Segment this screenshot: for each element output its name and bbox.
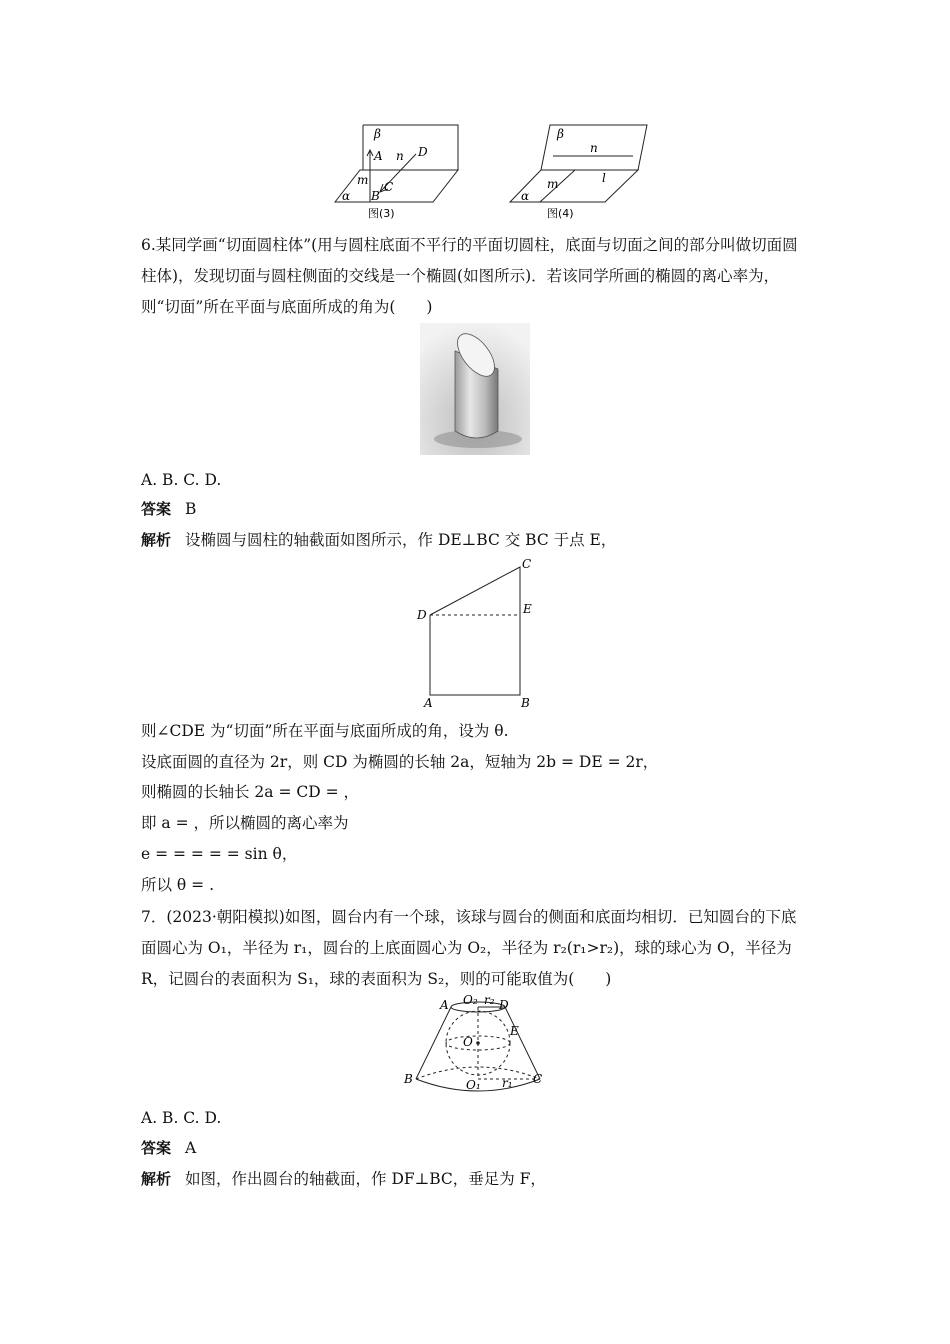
- q7-analysis-1: 如图，作出圆台的轴截面，作 DF⊥BC，垂足为 F，: [185, 1170, 546, 1188]
- q6-analysis-label: 解析: [141, 531, 172, 549]
- q6-stem: 6.某同学画“切面圆柱体”(用与圆柱底面不平行的平面切圆柱，底面与切面之间的部分叫做切面圆柱体)，发现切面与圆柱侧面的交线是一个椭圆(如图所示)．若该同学所画的椭圆的离心率为，则“切面”所在平面与底面所成的角为( ): [141, 236, 798, 316]
- diag7-o2-label: O₂: [463, 993, 478, 1007]
- q7-analysis-label: 解析: [141, 1170, 172, 1188]
- figure-3-planes: [330, 120, 465, 222]
- fig4-beta-label: β: [557, 127, 564, 141]
- diag7-d-label: D: [499, 998, 509, 1012]
- diag7-o-label: O: [463, 1035, 473, 1049]
- q6-analysis-1: 设椭圆与圆柱的轴截面如图所示，作 DE⊥BC 交 BC 于点 E，: [185, 531, 617, 549]
- q7-stem: 7．(2023·朝阳模拟)如图，圆台内有一个球，该球与圆台的侧面和底面均相切．已知圆台的下底面圆心为 O₁，半径为 r₁，圆台的上底面圆心为 O₂，半径为 r₂(r₁>r₂)，球的球心为 O，半径为 R，记圆台的表面积为 S₁，球的表面积为 S₂，则的可能取值为( ): [141, 908, 797, 988]
- fig3-a-label: A: [374, 149, 383, 163]
- fig3-b-label: B: [371, 189, 380, 203]
- diag7-r1-label: r₁: [502, 1076, 513, 1090]
- diag7-a-label: A: [440, 998, 449, 1012]
- diag7-r2-label: r₂: [484, 993, 495, 1007]
- q6-answer: B: [185, 500, 197, 518]
- fig4-l-label: l: [602, 171, 606, 185]
- fig3-beta-label: β: [374, 127, 381, 141]
- q7-answer-label: 答案: [141, 1139, 172, 1157]
- diag6-d-label: D: [417, 608, 427, 622]
- fig4-n-label: n: [590, 141, 598, 155]
- q6-line-2: 设底面圆的直径为 2r，则 CD 为椭圆的长轴 2a，短轴为 2b = DE = 2r，: [141, 753, 659, 771]
- frustum-sphere-diagram: [400, 993, 560, 1096]
- q6-line-1: 则∠CDE 为“切面”所在平面与底面所成的角，设为 θ.: [141, 722, 509, 740]
- fig4-alpha-label: α: [521, 189, 530, 203]
- fig4-caption: 图(4): [547, 207, 574, 220]
- fig3-alpha-label: α: [342, 189, 351, 203]
- fig3-c-label: C: [384, 180, 394, 194]
- q6-line-3: 则椭圆的长轴长 2a = CD = ，: [141, 783, 359, 801]
- fig3-n-label: n: [396, 149, 404, 163]
- diag6-e-label: E: [523, 602, 532, 616]
- diag6-a-label: A: [424, 696, 433, 710]
- diag7-o1-label: O₁: [466, 1078, 481, 1092]
- cut-cylinder-sketch: [420, 323, 530, 455]
- fig3-d-label: D: [418, 145, 428, 159]
- figure-4-planes: [505, 120, 650, 222]
- q6-line-6: 所以 θ = .: [141, 876, 215, 894]
- q7-options: A. B. C. D.: [141, 1109, 222, 1127]
- fig3-m-label: m: [357, 173, 369, 187]
- q6-answer-label: 答案: [141, 500, 172, 518]
- q6-options: A. B. C. D.: [141, 471, 222, 489]
- fig4-m-label: m: [547, 177, 559, 191]
- q7-answer: A: [185, 1139, 197, 1157]
- axial-section-diagram: [410, 555, 540, 710]
- diag6-c-label: C: [522, 557, 532, 571]
- diag7-b-label: B: [404, 1072, 413, 1086]
- diag6-b-label: B: [521, 696, 530, 710]
- q6-line-4: 即 a = ，所以椭圆的离心率为: [141, 814, 349, 832]
- diag7-e-label: E: [510, 1024, 519, 1038]
- q6-line-5: e = = = = = sin θ，: [141, 845, 298, 863]
- diag7-c-label: C: [533, 1072, 543, 1086]
- fig3-caption: 图(3): [368, 207, 395, 220]
